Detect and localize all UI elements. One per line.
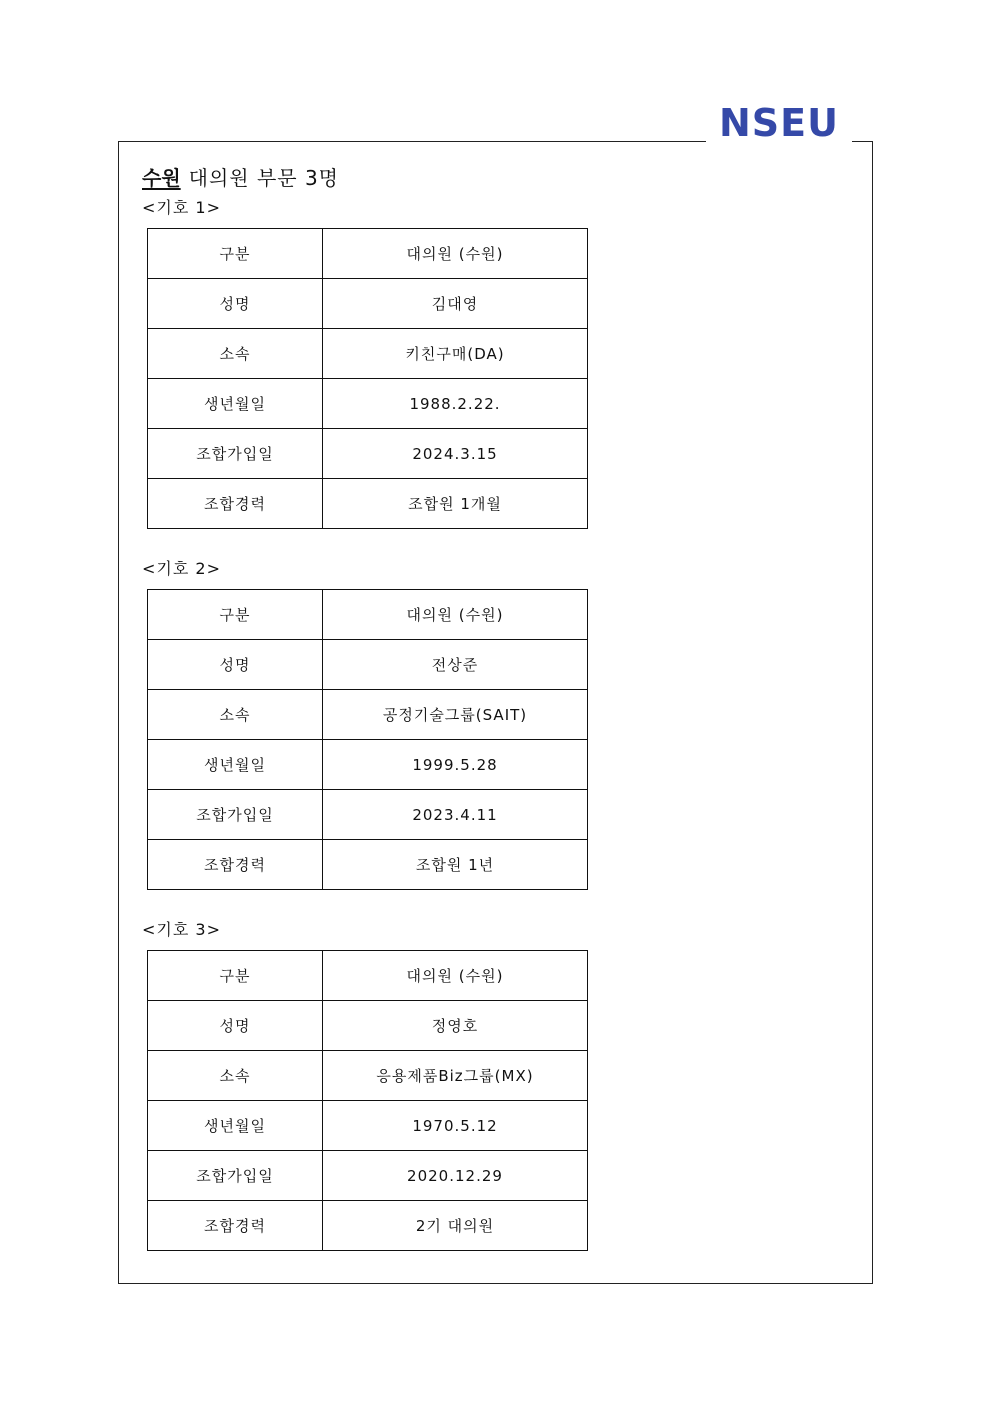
- table-row: [148, 229, 588, 279]
- candidate-3-table: [147, 950, 588, 1251]
- table-row: [148, 640, 588, 690]
- label-name: 성명: [148, 640, 323, 690]
- table-row: [148, 740, 588, 790]
- value-join-date: 2023.4.11: [323, 790, 588, 840]
- label-category: 구분: [148, 951, 323, 1001]
- table-row: [148, 1101, 588, 1151]
- value-join-date: 2020.12.29: [323, 1151, 588, 1201]
- label-category: 구분: [148, 590, 323, 640]
- label-career: 조합경력: [148, 1201, 323, 1251]
- label-category: 구분: [148, 229, 323, 279]
- label-career: 조합경력: [148, 479, 323, 529]
- table-row: [148, 329, 588, 379]
- table-row: [148, 590, 588, 640]
- candidate-3-symbol: <기호 3>: [142, 920, 221, 939]
- value-career: 조합원 1년: [323, 840, 588, 890]
- label-name: 성명: [148, 1001, 323, 1051]
- label-join-date: 조합가입일: [148, 790, 323, 840]
- page-title: [142, 162, 339, 191]
- value-name: 김대영: [323, 279, 588, 329]
- table-row: [148, 1201, 588, 1251]
- value-career: 조합원 1개월: [323, 479, 588, 529]
- table-row: [148, 840, 588, 890]
- value-category: 대의원 (수원): [323, 590, 588, 640]
- table-row: [148, 951, 588, 1001]
- label-career: 조합경력: [148, 840, 323, 890]
- table-row: [148, 429, 588, 479]
- value-birth: 1999.5.28: [323, 740, 588, 790]
- value-name: 전상준: [323, 640, 588, 690]
- table-row: [148, 479, 588, 529]
- value-birth: 1988.2.22.: [323, 379, 588, 429]
- label-join-date: 조합가입일: [148, 429, 323, 479]
- label-name: 성명: [148, 279, 323, 329]
- table-row: [148, 279, 588, 329]
- value-category: 대의원 (수원): [323, 229, 588, 279]
- label-birth: 생년월일: [148, 1101, 323, 1151]
- value-name: 정영호: [323, 1001, 588, 1051]
- label-join-date: 조합가입일: [148, 1151, 323, 1201]
- table-row: [148, 1051, 588, 1101]
- value-affiliation: 공정기술그룹(SAIT): [323, 690, 588, 740]
- value-career: 2기 대의원: [323, 1201, 588, 1251]
- table-row: [148, 1151, 588, 1201]
- value-join-date: 2024.3.15: [323, 429, 588, 479]
- table-row: [148, 379, 588, 429]
- candidate-1-symbol: <기호 1>: [142, 198, 221, 217]
- candidate-1-table: [147, 228, 588, 529]
- value-affiliation: 응용제품Biz그룹(MX): [323, 1051, 588, 1101]
- title-rest: 대의원 부문 3명: [188, 166, 339, 190]
- value-birth: 1970.5.12: [323, 1101, 588, 1151]
- value-category: 대의원 (수원): [323, 951, 588, 1001]
- region-name: 수원: [142, 166, 181, 190]
- candidate-2-symbol: <기호 2>: [142, 559, 221, 578]
- value-affiliation: 키친구매(DA): [323, 329, 588, 379]
- table-row: [148, 790, 588, 840]
- label-affiliation: 소속: [148, 690, 323, 740]
- label-birth: 생년월일: [148, 379, 323, 429]
- label-birth: 생년월일: [148, 740, 323, 790]
- label-affiliation: 소속: [148, 1051, 323, 1101]
- label-affiliation: 소속: [148, 329, 323, 379]
- table-row: [148, 690, 588, 740]
- table-row: [148, 1001, 588, 1051]
- nseu-logo: NSEU: [706, 98, 852, 148]
- candidate-2-table: [147, 589, 588, 890]
